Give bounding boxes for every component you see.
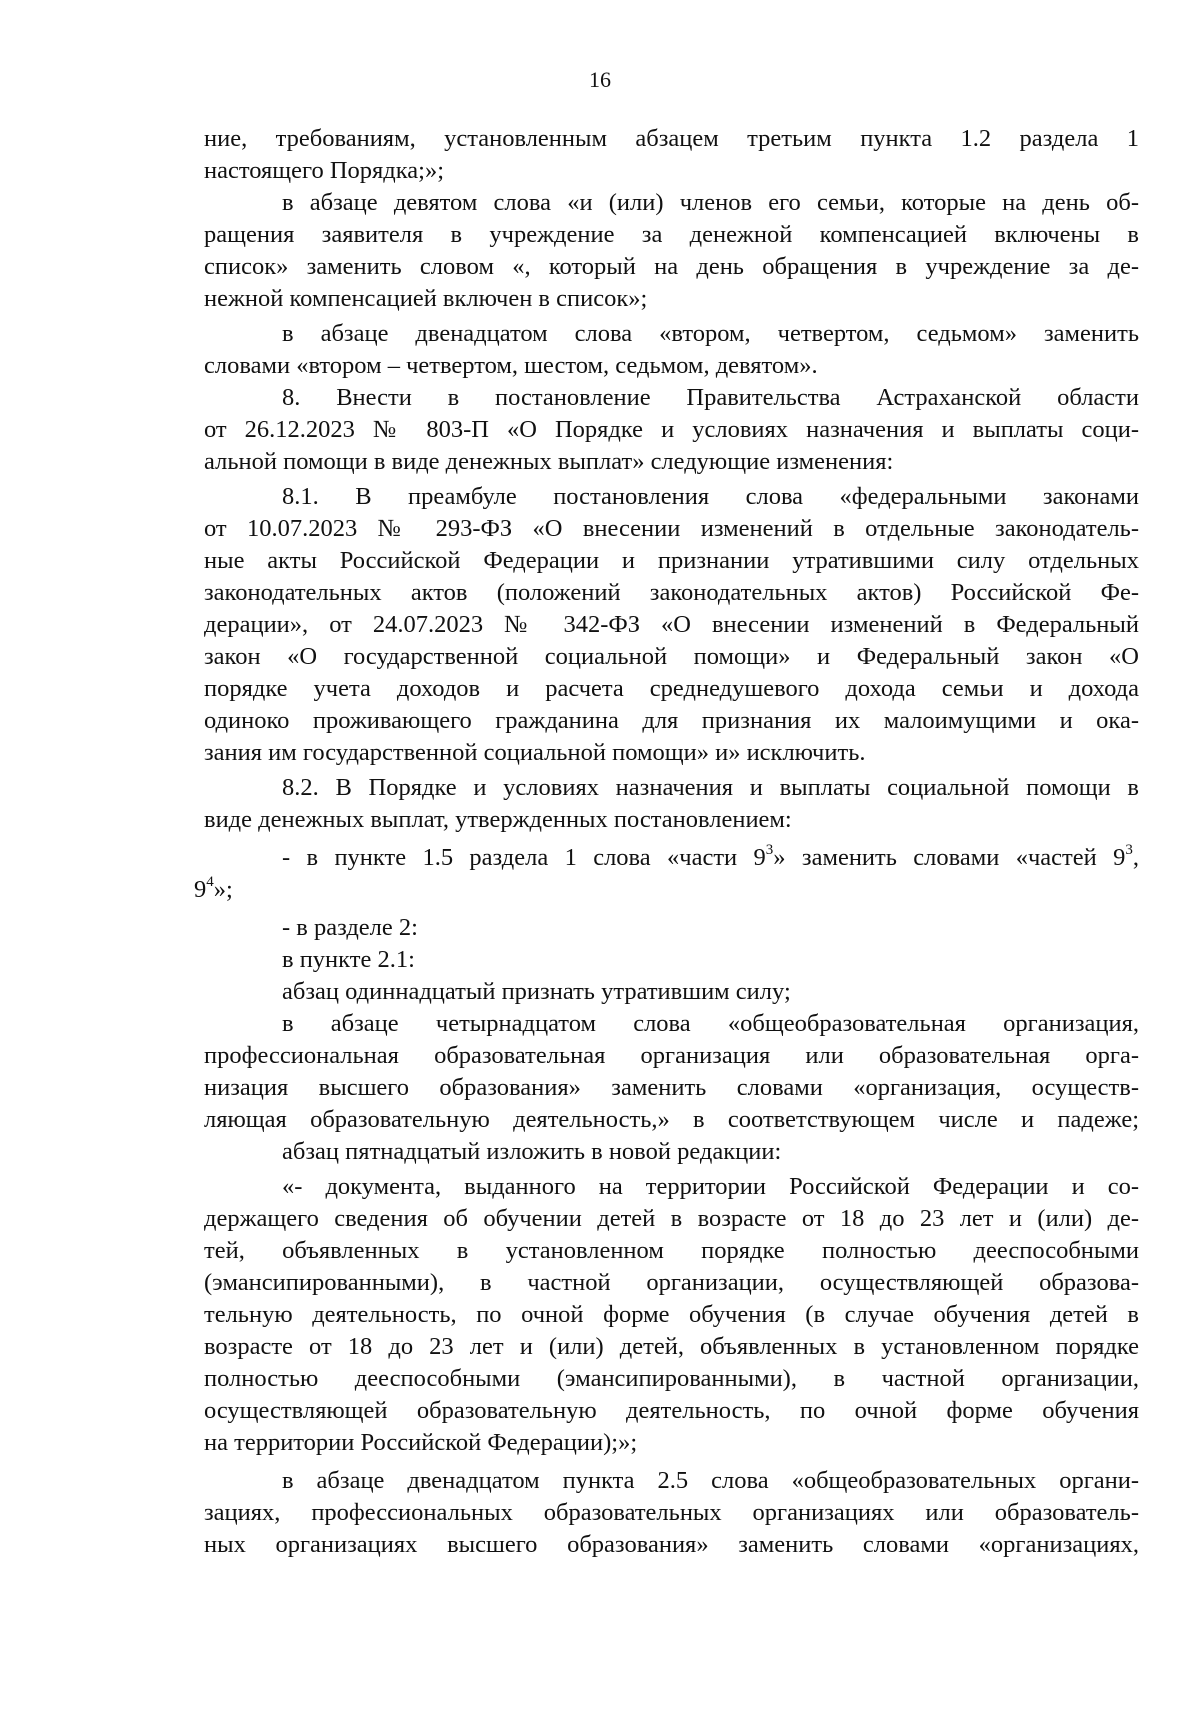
text-line: ных организациях высшего образования» заменить словами «организациях, bbox=[204, 1531, 1139, 1558]
superscript: 3 bbox=[1125, 841, 1133, 858]
page-number: 16 bbox=[589, 67, 611, 92]
text-line: ращения заявителя в учреждение за денежной компенсацией включены в bbox=[204, 221, 1139, 248]
text-segment: »; bbox=[213, 876, 233, 903]
text-line: виде денежных выплат, утвержденных постановлением: bbox=[204, 806, 792, 833]
text-line: зациях, профессиональных образовательных организациях или образователь- bbox=[204, 1499, 1139, 1526]
text-line: в абзаце четырнадцатом слова «общеобразовательная организация, bbox=[282, 1010, 1139, 1037]
text-line: от 10.07.2023 № 293-ФЗ «О внесении изменений в отдельные законодатель- bbox=[204, 515, 1139, 542]
text-line: - в разделе 2: bbox=[282, 914, 418, 941]
text-line: настоящего Порядка;»; bbox=[204, 157, 445, 184]
text-line: возрасте от 18 до 23 лет и (или) детей, объявленных в установленном порядке bbox=[204, 1333, 1139, 1360]
text-line: в абзаце девятом слова «и (или) членов его семьи, которые на день об- bbox=[282, 189, 1139, 216]
text-line: в абзаце двенадцатом пункта 2.5 слова «общеобразовательных органи- bbox=[282, 1467, 1139, 1494]
text-segment: - в пункте 1.5 раздела 1 слова «части 9 bbox=[282, 844, 766, 871]
text-line bbox=[194, 874, 1139, 906]
text-line: нежной компенсацией включен в список»; bbox=[204, 285, 648, 312]
text-line: в пункте 2.1: bbox=[282, 946, 415, 973]
text-line: 8.2. В Порядке и условиях назначения и выплаты социальной помощи в bbox=[282, 774, 1139, 801]
text-segment: , bbox=[1132, 844, 1139, 871]
document-body bbox=[194, 123, 1139, 1561]
text-line: «- документа, выданного на территории Российской Федерации и со- bbox=[282, 1173, 1139, 1200]
text-line: зания им государственной социальной помощи» и» исключить. bbox=[204, 739, 866, 766]
text-line: ные акты Российской Федерации и признании утратившими силу отдельных bbox=[204, 547, 1139, 574]
text-line: законодательных актов (положений законодательных актов) Российской Фе- bbox=[204, 579, 1139, 606]
text-line: полностью дееспособными (эмансипированными), в частной организации, bbox=[204, 1365, 1139, 1392]
text-line: словами «втором – четвертом, шестом, седьмом, девятом». bbox=[204, 352, 818, 379]
text-line: на территории Российской Федерации);»; bbox=[204, 1429, 638, 1456]
text-line: 8.1. В преамбуле постановления слова «федеральными законами bbox=[282, 483, 1139, 510]
superscript: 4 bbox=[206, 873, 214, 890]
text-line: закон «О государственной социальной помощи» и Федеральный закон «О bbox=[204, 643, 1139, 670]
text-line: абзац пятнадцатый изложить в новой редакции: bbox=[282, 1138, 782, 1165]
text-line: тельную деятельность, по очной форме обучения (в случае обучения детей в bbox=[204, 1301, 1139, 1328]
text-line: абзац одиннадцатый признать утратившим силу; bbox=[282, 978, 791, 1005]
text-line: в абзаце двенадцатом слова «втором, четвертом, седьмом» заменить bbox=[282, 320, 1139, 347]
text-line bbox=[204, 842, 1139, 874]
text-line: от 26.12.2023 № 803-П «О Порядке и условиях назначения и выплаты соци- bbox=[204, 416, 1139, 443]
text-line: тей, объявленных в установленном порядке полностью дееспособными bbox=[204, 1237, 1139, 1264]
text-line: дерации», от 24.07.2023 № 342-ФЗ «О внесении изменений в Федеральный bbox=[204, 611, 1139, 638]
text-line: профессиональная образовательная организация или образовательная орга- bbox=[204, 1042, 1139, 1069]
text-line: альной помощи в виде денежных выплат» следующие изменения: bbox=[204, 448, 894, 475]
text-line: держащего сведения об обучении детей в возрасте от 18 до 23 лет и (или) де- bbox=[204, 1205, 1139, 1232]
text-line: (эмансипированными), в частной организации, осуществляющей образова- bbox=[204, 1269, 1139, 1296]
text-segment: » заменить словами «частей 9 bbox=[773, 844, 1126, 871]
text-line: одиноко проживающего гражданина для признания их малоимущими и ока- bbox=[204, 707, 1139, 734]
text-line: ние, требованиям, установленным абзацем третьим пункта 1.2 раздела 1 bbox=[204, 125, 1139, 152]
text-line: список» заменить словом «, который на день обращения в учреждение за де- bbox=[204, 253, 1139, 280]
text-line: 8. Внести в постановление Правительства Астраханской области bbox=[282, 384, 1139, 411]
text-line: ляющая образовательную деятельность,» в соответствующем числе и падеже; bbox=[204, 1106, 1139, 1133]
text-line: осуществляющей образовательную деятельность, по очной форме обучения bbox=[204, 1397, 1139, 1424]
text-segment: 9 bbox=[194, 876, 207, 903]
text-line: порядке учета доходов и расчета среднедушевого дохода семьи и дохода bbox=[204, 675, 1139, 702]
superscript: 3 bbox=[765, 841, 774, 858]
text-line: низация высшего образования» заменить словами «организация, осуществ- bbox=[204, 1074, 1139, 1101]
